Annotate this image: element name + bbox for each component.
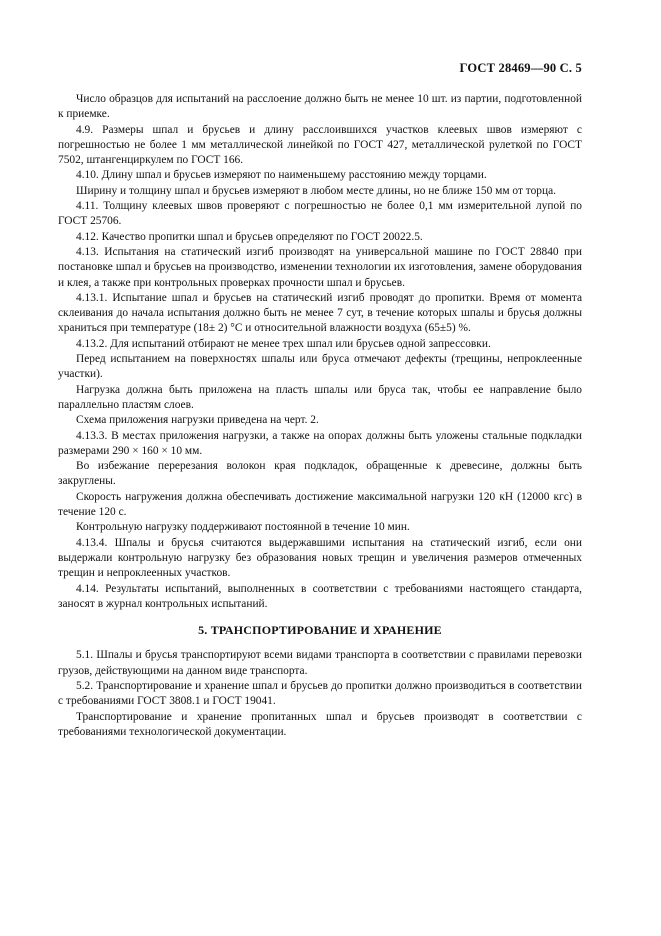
section-5-title: 5. ТРАНСПОРТИРОВАНИЕ И ХРАНЕНИЕ <box>198 623 442 638</box>
paragraph-4-13-1: 4.13.1. Испытание шпал и брусьев на статический изгиб проводят до пропитки. Время от момента склеивания до начала испытания должно быть не менее 7 сут, в течение которых шпалы и брусья должны храниться при температуре (18± 2) °С и относительной влажности воздуха (65±5) %. <box>58 291 582 335</box>
paragraph-4-13-2: 4.13.2. Для испытаний отбирают не менее трех шпал или брусьев одной запрессовки. <box>76 337 491 350</box>
paragraph-4-13-4: 4.13.4. Шпалы и брусья считаются выдержавшими испытания на статический изгиб, если они выдержали контрольную нагрузку без образования новых трещин и увеличения размеров отмеченных трещин и непроклеенных участков. <box>58 536 582 580</box>
paragraph-5-2: 5.2. Транспортирование и хранение шпал и брусьев до пропитки должно производиться в соответствии с требованиями ГОСТ 3808.1 и ГОСТ 19041. <box>58 679 582 708</box>
paragraph-defects: Перед испытанием на поверхностях шпалы или бруса отмечают дефекты (трещины, непроклеенные участки). <box>58 353 582 381</box>
paragraph-5-1: 5.1. Шпалы и брусья транспортируют всеми видами транспорта в соответствии с правилами перевозки грузов, действующими на данном виде транспорта. <box>58 649 582 677</box>
paragraph-4-12: 4.12. Качество пропитки шпал и брусьев определяют по ГОСТ 20022.5. <box>76 230 423 243</box>
paragraph-4-14: 4.14. Результаты испытаний, выполненных в соответствии с требованиями настоящего стандарта, заносят в журнал контрольных испытаний. <box>58 582 582 610</box>
document-body <box>58 92 582 740</box>
paragraph-load-direction: Нагрузка должна быть приложена на пласть шпалы или бруса так, чтобы ее направление было параллельно пластям слоев. <box>58 383 582 411</box>
paragraph-4-13: 4.13. Испытания на статический изгиб производят на универсальной машине по ГОСТ 28840 при постановке шпал и брусьев на производство, изменении технологии их изготовления, замене оборудования и клея, а также при контрольных проверках прочности шпал и брусьев. <box>58 245 582 289</box>
page-header: ГОСТ 28469—90 С. 5 <box>459 61 582 75</box>
paragraph-impregnated-storage: Транспортирование и хранение пропитанных шпал и брусьев производят в соответствии с требованиями технологической документации. <box>58 710 582 738</box>
paragraph-loading-speed: Скорость нагружения должна обеспечивать достижение максимальной нагрузки 120 кН (12000 кгс) в течение 120 с. <box>58 490 582 519</box>
paragraph-width-thickness: Ширину и толщину шпал и брусьев измеряют в любом месте длины, но не ближе 150 мм от торца. <box>76 184 556 197</box>
paragraph-sample-count: Число образцов для испытаний на расслоение должно быть не менее 10 шт. из партии, подготовленной к приемке. <box>58 93 582 121</box>
paragraph-control-load: Контрольную нагрузку поддерживают постоянной в течение 10 мин. <box>76 521 410 534</box>
paragraph-rounded-edges: Во избежание перерезания волокон края подкладок, обращенные к древесине, должны быть закруглены. <box>58 460 582 488</box>
paragraph-4-9: 4.9. Размеры шпал и брусьев и длину расслоившихся участков клеевых швов измеряют с погрешностью не более 1 мм металлической линейкой по ГОСТ 427, металлической рулеткой по ГОСТ 7502, штангенциркулем по ГОСТ 166. <box>58 123 582 167</box>
paragraph-load-scheme: Схема приложения нагрузки приведена на черт. 2. <box>76 414 319 427</box>
paragraph-4-13-3: 4.13.3. В местах приложения нагрузки, а также на опорах должны быть уложены стальные подкладки размерами 290 × 160 × 10 мм. <box>58 429 582 457</box>
paragraph-4-10: 4.10. Длину шпал и брусьев измеряют по наименьшему расстоянию между торцами. <box>76 169 487 182</box>
paragraph-4-11: 4.11. Толщину клеевых швов проверяют с погрешностью не более 0,1 мм измерительной лупой по ГОСТ 25706. <box>58 200 582 228</box>
